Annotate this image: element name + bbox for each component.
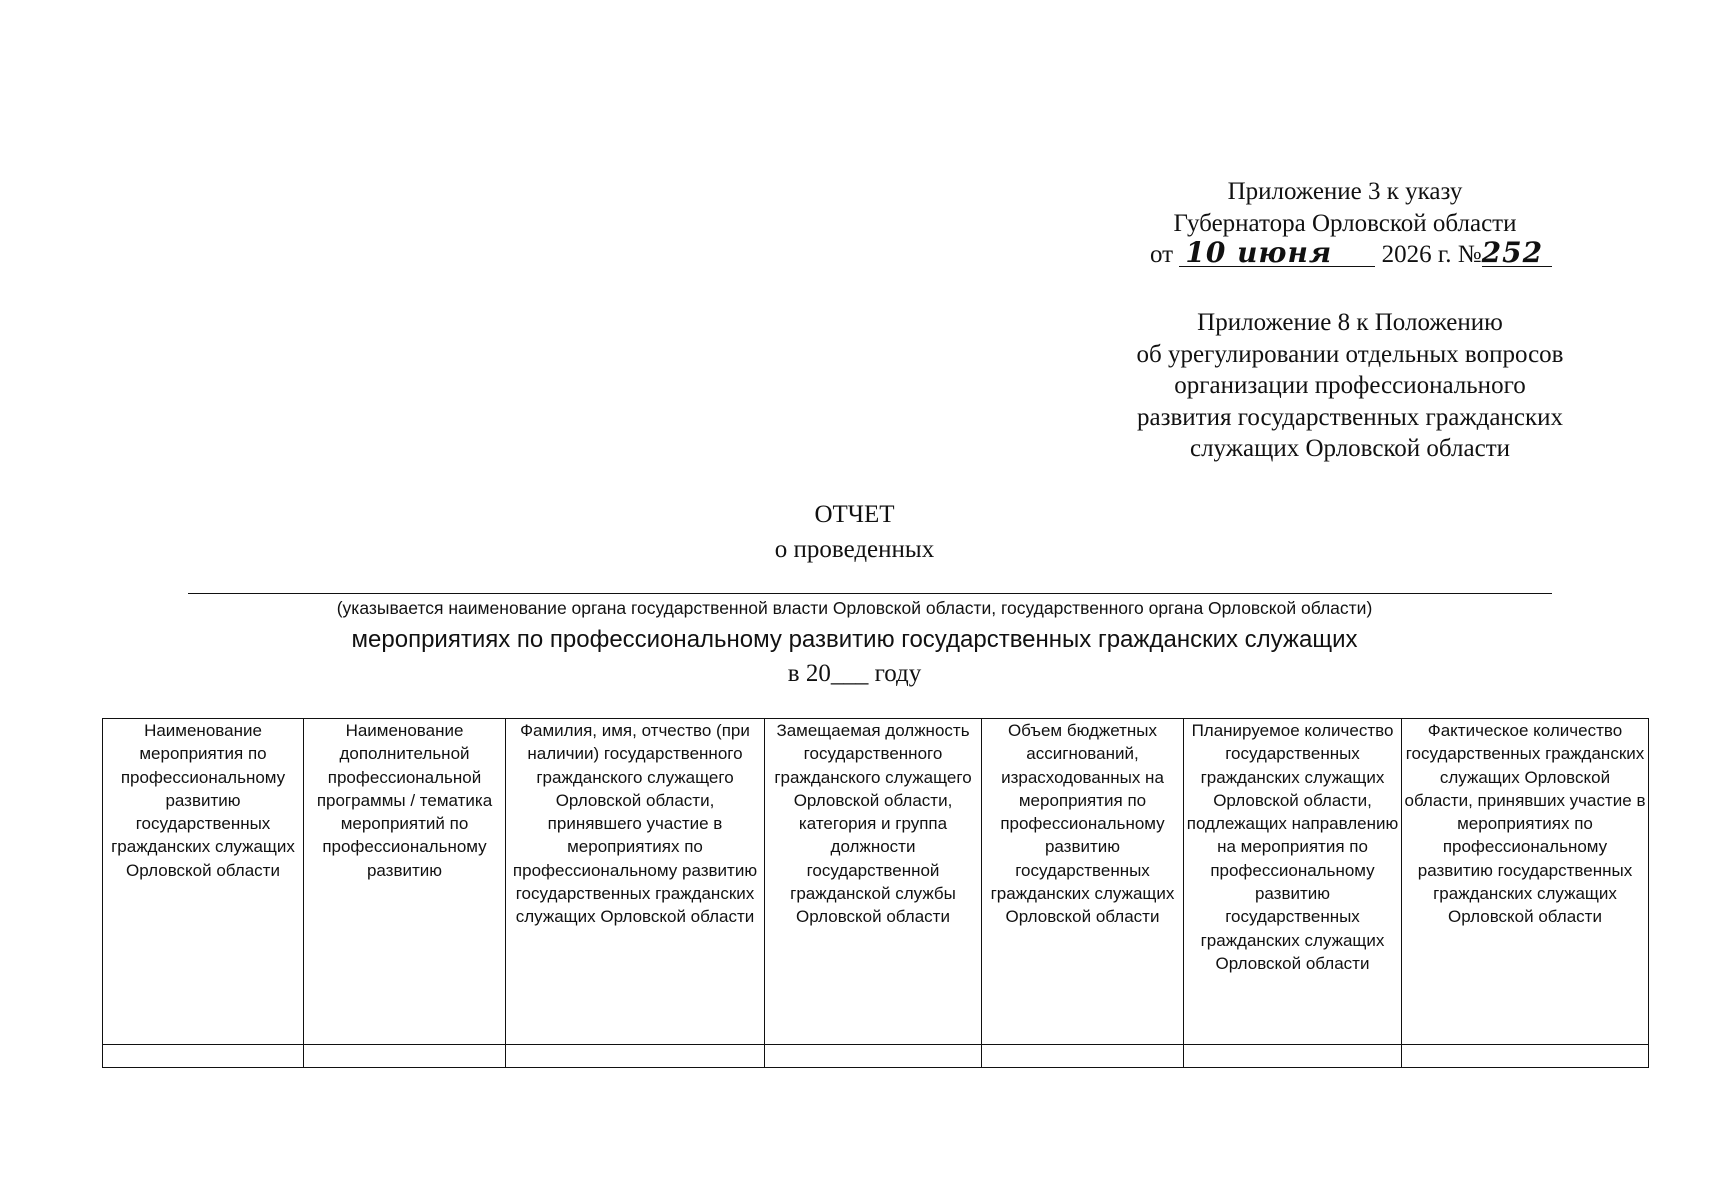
- decree-appendix-block: [1150, 176, 1544, 271]
- organization-name-hint: (указывается наименование органа государственной власти Орловской области, государственного органа Орловской области): [336, 598, 1373, 618]
- table-cell: [103, 1045, 304, 1068]
- handwritten-date: 10 июня: [1179, 240, 1375, 267]
- decree-year-text: 2026 г. №: [1381, 241, 1482, 268]
- handwritten-number: 252: [1482, 240, 1552, 267]
- table-cell: [982, 1045, 1184, 1068]
- regulation-appendix-block: [1090, 307, 1610, 465]
- column-header-actual-count: Фактическое количество государственных гражданских служащих Орловской области, принявших участие в мероприятиях по профессиональному развитию государственных гражданских служащих Орловской области: [1402, 719, 1649, 1045]
- table-cell: [765, 1045, 982, 1068]
- table-cell: [1402, 1045, 1649, 1068]
- column-header-program: Наименование дополнительной профессиональной программы / тематика мероприятий по профессиональному развитию: [304, 719, 506, 1045]
- table-header-row: [103, 719, 1649, 1045]
- column-header-event-name: Наименование мероприятия по профессиональному развитию государственных гражданских служащих Орловской области: [103, 719, 304, 1045]
- table-cell: [506, 1045, 765, 1068]
- decree-appendix-line2: Губернатора Орловской области: [1173, 209, 1517, 237]
- report-events-line: мероприятиях по профессиональному развитию государственных гражданских служащих: [351, 626, 1358, 653]
- report-title: ОТЧЕТ: [814, 501, 895, 528]
- regulation-line: развития государственных гражданских: [1137, 403, 1563, 431]
- regulation-line: организации профессионального: [1174, 372, 1526, 399]
- date-prefix: от: [1150, 241, 1174, 268]
- column-header-budget: Объем бюджетных ассигнований, израсходованных на мероприятия по профессиональному развитию государственных гражданских служащих Орловской области: [982, 719, 1184, 1045]
- regulation-line: Приложение 8 к Положению: [1197, 309, 1503, 336]
- regulation-line: об урегулировании отдельных вопросов: [1136, 340, 1564, 368]
- organization-name-blank-line: [188, 593, 1552, 594]
- decree-appendix-line1: Приложение 3 к указу: [1227, 178, 1463, 205]
- decree-date-line: [1150, 236, 1544, 271]
- regulation-line: служащих Орловской области: [1189, 435, 1511, 462]
- table-cell: [1184, 1045, 1402, 1068]
- report-table: [102, 718, 1649, 1068]
- report-year-line: в 20___ году: [787, 660, 922, 687]
- report-subtitle: о проведенных: [774, 536, 935, 563]
- table-cell: [304, 1045, 506, 1068]
- table-row: [103, 1045, 1649, 1068]
- column-header-employee-name: Фамилия, имя, отчество (при наличии) государственного гражданского служащего Орловской области, принявшего участие в мероприятиях по профессиональному развитию государственных гражданских служащих Орловской области: [506, 719, 765, 1045]
- column-header-position: Замещаемая должность государственного гражданского служащего Орловской области, категория и группа должности государственной гражданской службы Орловской области: [765, 719, 982, 1045]
- column-header-planned-count: Планируемое количество государственных гражданских служащих Орловской области, подлежащих направлению на мероприятия по профессиональному развитию государственных гражданских служащих Орловской области: [1184, 719, 1402, 1045]
